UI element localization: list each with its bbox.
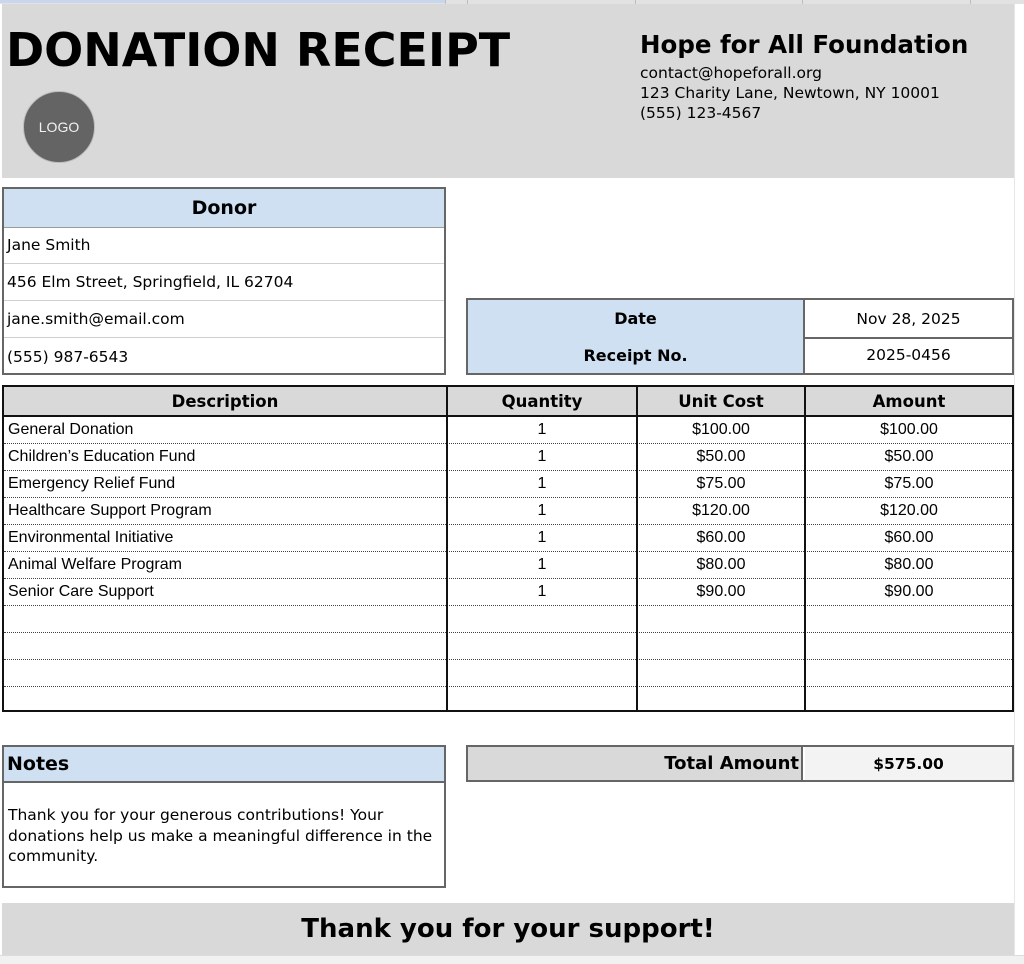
cell-amount[interactable]: $80.00 <box>884 556 934 573</box>
table-row <box>4 444 1012 471</box>
cell-quantity[interactable]: 1 <box>537 502 547 519</box>
cell-amount[interactable] <box>806 660 1012 686</box>
cell-description[interactable]: Healthcare Support Program <box>8 502 212 519</box>
notes-section <box>2 745 446 888</box>
cell-unit-cost[interactable]: $90.00 <box>696 583 746 600</box>
cell-amount[interactable] <box>806 633 1012 659</box>
donor-address-cell[interactable]: 456 Elm Street, Springfield, IL 62704 <box>4 264 444 301</box>
organization-address: 123 Charity Lane, Newtown, NY 10001 <box>640 84 940 102</box>
cell-description[interactable]: Animal Welfare Program <box>8 556 182 573</box>
cell-quantity[interactable] <box>448 606 636 632</box>
cell-unit-cost[interactable]: $120.00 <box>692 502 750 519</box>
table-row <box>4 633 1012 660</box>
cell-amount[interactable]: $120.00 <box>880 502 938 519</box>
donor-phone-cell[interactable]: (555) 987-6543 <box>7 347 129 366</box>
table-row <box>4 471 1012 498</box>
column-header-quantity[interactable]: Quantity <box>448 387 636 417</box>
cell-description[interactable] <box>8 606 446 632</box>
table-row <box>4 552 1012 579</box>
cell-quantity[interactable]: 1 <box>537 448 547 465</box>
cell-amount[interactable]: $90.00 <box>884 583 934 600</box>
cell-amount[interactable]: $50.00 <box>884 448 934 465</box>
column-divider <box>804 387 806 710</box>
cell-quantity[interactable]: 1 <box>537 529 547 546</box>
table-row <box>4 606 1012 633</box>
notes-text[interactable]: Thank you for your generous contributions! Your donations help us make a meaningful difference in the community. <box>8 806 433 865</box>
receipt-meta <box>466 298 1014 375</box>
cell-quantity[interactable] <box>448 660 636 686</box>
cell-unit-cost[interactable]: $50.00 <box>696 448 746 465</box>
cell-description[interactable]: Environmental Initiative <box>8 529 174 546</box>
column-header-unit-cost[interactable]: Unit Cost <box>638 387 804 417</box>
cell-quantity[interactable] <box>448 633 636 659</box>
selection-indicator <box>0 0 445 3</box>
cell-amount[interactable] <box>806 687 1012 714</box>
cell-quantity[interactable]: 1 <box>537 421 547 438</box>
organization-name: Hope for All Foundation <box>640 30 969 59</box>
receipt-number-cell[interactable]: 2025-0456 <box>866 346 951 364</box>
donation-items-table <box>2 385 1014 712</box>
cell-unit-cost[interactable] <box>638 687 804 714</box>
date-label: Date <box>468 300 805 337</box>
column-divider <box>636 387 638 710</box>
receipt-title: DONATION RECEIPT <box>6 23 511 77</box>
cell-unit-cost[interactable] <box>638 660 804 686</box>
cell-unit-cost[interactable]: $80.00 <box>696 556 746 573</box>
cell-quantity[interactable]: 1 <box>537 583 547 600</box>
cell-description[interactable]: Emergency Relief Fund <box>8 475 176 492</box>
total-section <box>466 745 1014 782</box>
cell-amount[interactable]: $100.00 <box>880 421 938 438</box>
cell-quantity[interactable]: 1 <box>537 475 547 492</box>
date-value-cell[interactable]: Nov 28, 2025 <box>856 309 961 328</box>
total-amount-value[interactable]: $575.00 <box>805 747 1012 780</box>
cell-description[interactable] <box>8 660 446 686</box>
date-row <box>468 300 1012 339</box>
receipt-number-row <box>468 337 1012 373</box>
total-amount-label: Total Amount <box>468 747 803 780</box>
organization-phone: (555) 123-4567 <box>640 104 762 122</box>
cell-description[interactable] <box>8 687 446 714</box>
column-divider <box>446 387 448 710</box>
donor-email-cell[interactable]: jane.smith@email.com <box>4 301 444 338</box>
table-row <box>4 498 1012 525</box>
thank-you-footer: Thank you for your support! <box>2 903 1014 955</box>
donor-heading: Donor <box>4 189 444 228</box>
donor-section <box>2 187 446 375</box>
cell-quantity[interactable]: 1 <box>537 556 547 573</box>
logo-placeholder: LOGO <box>23 91 95 163</box>
cell-unit-cost[interactable] <box>638 606 804 632</box>
table-row <box>4 687 1012 714</box>
cell-unit-cost[interactable]: $60.00 <box>696 529 746 546</box>
column-header-description[interactable]: Description <box>4 387 446 417</box>
table-row <box>4 525 1012 552</box>
cell-description[interactable] <box>8 633 446 659</box>
sheet-bottom-strip <box>0 955 1024 964</box>
cell-unit-cost[interactable] <box>638 633 804 659</box>
sheet-right-gutter <box>1014 4 1024 955</box>
table-row <box>4 417 1012 444</box>
table-row <box>4 660 1012 687</box>
cell-description[interactable]: Senior Care Support <box>8 583 154 600</box>
cell-amount[interactable]: $75.00 <box>884 475 934 492</box>
cell-description[interactable]: General Donation <box>8 421 134 438</box>
cell-unit-cost[interactable]: $100.00 <box>692 421 750 438</box>
receipt-number-label: Receipt No. <box>468 337 805 373</box>
column-header-amount[interactable]: Amount <box>806 387 1012 417</box>
organization-email: contact@hopeforall.org <box>640 64 822 82</box>
cell-unit-cost[interactable]: $75.00 <box>696 475 746 492</box>
notes-heading: Notes <box>4 747 444 783</box>
cell-amount[interactable] <box>806 606 1012 632</box>
cell-amount[interactable]: $60.00 <box>884 529 934 546</box>
cell-quantity[interactable] <box>448 687 636 714</box>
donor-name-cell[interactable]: Jane Smith <box>4 227 444 264</box>
table-row <box>4 579 1012 606</box>
cell-description[interactable]: Children’s Education Fund <box>8 448 196 465</box>
